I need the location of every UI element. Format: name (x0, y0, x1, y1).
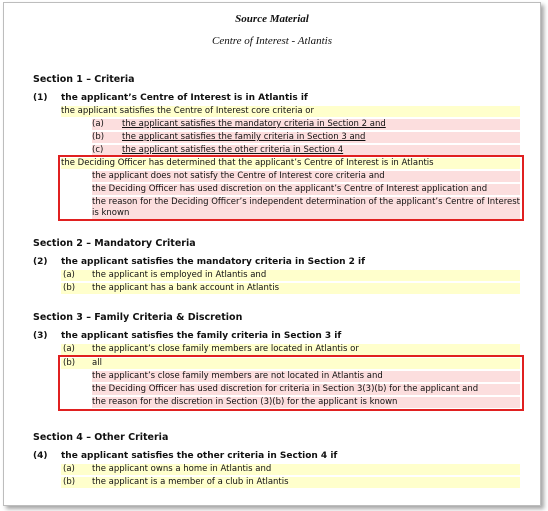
s1-boxed-line-4: is known (92, 208, 520, 219)
s1-boxed-line-1: the applicant does not satisfy the Centre of Interest core criteria and (92, 171, 520, 182)
s1-boxed-line-2: the Deciding Officer has used discretion on the applicant’s Centre of Interest application and (92, 184, 520, 195)
rule-3-number: (3) (33, 331, 48, 341)
document-page (3, 2, 541, 506)
section-1-heading: Section 1 – Criteria (33, 74, 135, 85)
s3-boxed-line-1: the applicant’s close family members are not located in Atlantis and (92, 371, 520, 382)
rule-1 (33, 93, 308, 103)
rule-2-text: the applicant satisfies the mandatory criteria in Section 2 if (61, 257, 366, 267)
s1-item-c: (c) the applicant satisfies the other criteria in Section 4 (92, 145, 520, 156)
s3-red-box (58, 355, 524, 411)
rule-4 (33, 451, 337, 461)
section-4-heading: Section 4 – Other Criteria (33, 432, 169, 443)
s1-core-line: the applicant satisfies the Centre of Interest core criteria or (61, 106, 520, 117)
s4-item-a: (a) the applicant owns a home in Atlantis and (61, 464, 520, 475)
s1-item-b: (b) the applicant satisfies the family criteria in Section 3 and (92, 132, 520, 143)
rule-1-text: the applicant’s Centre of Interest is in Atlantis if (61, 93, 308, 103)
section-2-heading: Section 2 – Mandatory Criteria (33, 238, 196, 249)
s4-item-b: (b) the applicant is a member of a club in Atlantis (61, 477, 520, 488)
doc-title: Source Material (235, 13, 309, 25)
s1-item-a: (a) the applicant satisfies the mandatory criteria in Section 2 and (92, 119, 520, 130)
rule-2-number: (2) (33, 257, 48, 267)
rule-4-number: (4) (33, 451, 48, 461)
s3-boxed-line-3: the reason for the discretion in Section (3)(b) for the applicant is known (92, 397, 520, 408)
s1-officer-line: the Deciding Officer has determined that the applicant’s Centre of Interest is in Atlantis (61, 158, 520, 169)
rule-1-number: (1) (33, 93, 48, 103)
rule-4-text: the applicant satisfies the other criteria in Section 4 if (61, 451, 338, 461)
s3-boxed-line-2: the Deciding Officer has used discretion for criteria in Section 3(3)(b) for the applicant and (92, 384, 520, 395)
s1-red-box (58, 155, 524, 221)
s2-item-a: (a) the applicant is employed in Atlantis and (61, 270, 520, 281)
rule-3 (33, 331, 341, 341)
s3-item-a: (a) the applicant’s close family members are located in Atlantis or (61, 344, 520, 355)
doc-subtitle: Centre of Interest - Atlantis (212, 35, 332, 47)
s3-item-b: (b) all (61, 358, 520, 369)
s2-item-b: (b) the applicant has a bank account in Atlantis (61, 283, 520, 294)
s1-boxed-line-3: the reason for the Deciding Officer’s independent determination of the applicant’s Centre of Interest (92, 197, 521, 207)
section-3-heading: Section 3 – Family Criteria & Discretion (33, 312, 243, 323)
rule-2 (33, 257, 365, 267)
rule-3-text: the applicant satisfies the family criteria in Section 3 if (61, 331, 342, 341)
